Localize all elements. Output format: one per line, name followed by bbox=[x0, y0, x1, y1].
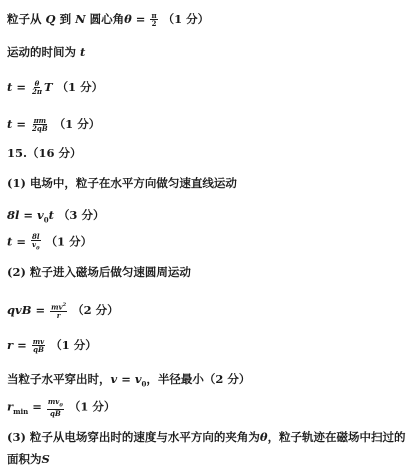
equals: = bbox=[35, 303, 46, 317]
symbol-v: v bbox=[134, 372, 142, 386]
line-formula-8l bbox=[7, 210, 104, 223]
equals: = bbox=[16, 79, 26, 94]
equals: = bbox=[16, 234, 26, 249]
fraction bbox=[31, 117, 49, 133]
symbol-t: t bbox=[7, 234, 13, 249]
denominator bbox=[31, 241, 41, 252]
expr-qvB: qvB bbox=[7, 303, 32, 317]
subscript: min bbox=[13, 406, 29, 416]
equals: = bbox=[16, 116, 26, 131]
line-angle bbox=[7, 12, 209, 28]
line-formula-rmin bbox=[7, 398, 115, 417]
symbol-theta: θ bbox=[124, 11, 132, 26]
symbol-theta: θ bbox=[259, 430, 268, 444]
denominator: r bbox=[56, 310, 61, 320]
symbol-t: t bbox=[7, 79, 13, 94]
text: 运动的时间为 bbox=[7, 45, 76, 59]
text: (3) 粒子从电场穿出时的速度与水平方向的夹角为 bbox=[7, 430, 260, 444]
question-number: 15.（16 分） bbox=[7, 146, 82, 160]
points-label: （1 分） bbox=[68, 399, 116, 414]
symbol-v: v bbox=[110, 372, 118, 386]
line-formula-r bbox=[7, 338, 97, 354]
symbol-S: S bbox=[41, 452, 50, 466]
text: ，半径最小（2 分） bbox=[146, 372, 251, 386]
symbol-t: t bbox=[48, 208, 54, 222]
fraction bbox=[47, 398, 64, 417]
denominator: qB bbox=[33, 345, 44, 355]
denominator: 2qB bbox=[31, 124, 48, 134]
fraction bbox=[31, 233, 41, 252]
text: 到 bbox=[59, 11, 72, 26]
points-label: （1 分） bbox=[53, 116, 101, 131]
symbol-N: N bbox=[75, 11, 86, 26]
numerator: π bbox=[151, 11, 157, 20]
part-3-continued bbox=[7, 454, 50, 466]
equals: = bbox=[135, 11, 146, 26]
line-time-intro bbox=[7, 47, 85, 59]
symbol-t: t bbox=[7, 116, 13, 131]
numerator: 8l bbox=[32, 232, 40, 241]
symbol-r: r bbox=[7, 337, 14, 352]
denominator: 2π bbox=[31, 87, 42, 97]
fraction bbox=[150, 12, 157, 28]
fraction bbox=[50, 303, 67, 319]
numerator bbox=[47, 398, 64, 410]
denominator: qB bbox=[49, 408, 61, 418]
text: ，粒子轨迹在磁场中扫过的 bbox=[267, 430, 406, 444]
numerator: mv bbox=[32, 337, 45, 346]
points-label: （1 分） bbox=[56, 79, 104, 94]
numerator: θ bbox=[34, 79, 40, 88]
line-formula-qvB bbox=[7, 303, 119, 319]
text: (2) 粒子进入磁场后做匀速圆周运动 bbox=[7, 265, 191, 279]
equals: = bbox=[23, 208, 34, 222]
symbol-v: v bbox=[31, 240, 37, 250]
line-min-radius bbox=[7, 374, 250, 387]
symbol-v: v bbox=[37, 208, 44, 222]
points-label: （1 分） bbox=[162, 11, 210, 26]
subscript: 0 bbox=[59, 402, 63, 409]
text: 当粒子水平穿出时， bbox=[7, 372, 111, 386]
line-formula-t3 bbox=[7, 233, 92, 252]
part-2-intro bbox=[7, 267, 191, 279]
expr-mv: mv bbox=[51, 302, 63, 312]
points-label: （2 分） bbox=[72, 303, 119, 317]
equals: = bbox=[117, 372, 135, 386]
fraction bbox=[31, 80, 43, 96]
text: 圆心角 bbox=[89, 11, 125, 26]
subscript: 0 bbox=[43, 215, 49, 225]
symbol-r: r bbox=[7, 399, 14, 414]
expr-mv: mv bbox=[47, 397, 60, 406]
symbol-Q: Q bbox=[45, 11, 56, 26]
superscript: 2 bbox=[62, 302, 67, 308]
text: 粒子从 bbox=[7, 11, 42, 26]
subscript: 0 bbox=[141, 379, 147, 389]
text: 面积为 bbox=[7, 452, 42, 466]
line-formula-t2 bbox=[7, 117, 100, 133]
expr-8l: 8l bbox=[7, 208, 20, 222]
question-15-header bbox=[7, 148, 82, 160]
points-label: （3 分） bbox=[57, 208, 105, 222]
numerator: πm bbox=[33, 116, 47, 125]
equals: = bbox=[17, 337, 27, 352]
symbol-T: T bbox=[43, 79, 53, 94]
points-label: （1 分） bbox=[50, 337, 97, 352]
denominator: 2 bbox=[151, 19, 157, 29]
subscript: 0 bbox=[36, 245, 40, 252]
part-3-intro bbox=[7, 432, 406, 444]
symbol-t: t bbox=[80, 45, 86, 59]
points-label: （1 分） bbox=[45, 234, 93, 249]
part-1-intro bbox=[7, 178, 237, 190]
text: (1) 电场中，粒子在水平方向做匀速直线运动 bbox=[7, 176, 237, 190]
fraction bbox=[32, 338, 45, 354]
line-formula-t1 bbox=[7, 80, 103, 96]
equals: = bbox=[32, 399, 42, 414]
